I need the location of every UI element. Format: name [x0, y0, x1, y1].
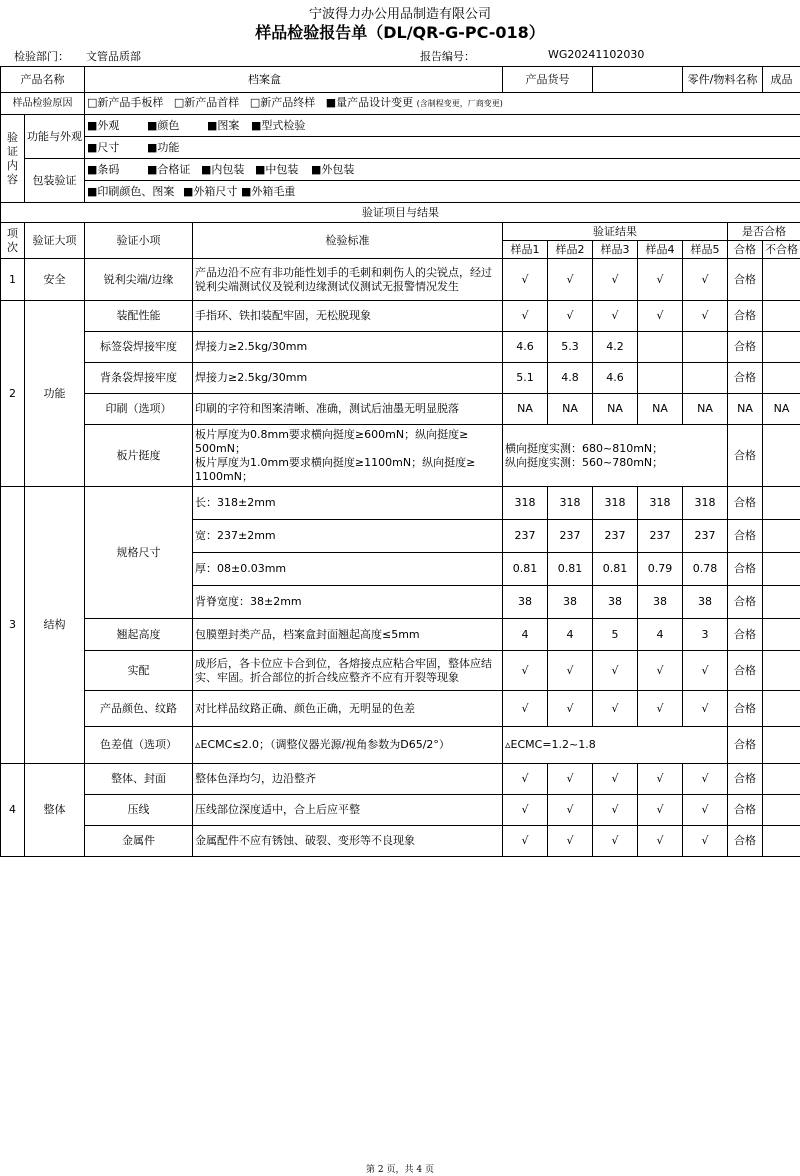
item-major: 功能	[25, 301, 85, 487]
item-seq: 4	[1, 764, 25, 857]
col-major: 验证大项	[25, 223, 85, 259]
sample-result: √	[548, 651, 593, 691]
standard-line: ▵ECMC≤2.0；（调整仪器光源/视角参数为D65/2°）	[195, 738, 450, 751]
sample-result: √	[593, 259, 638, 301]
sample-result: 4	[638, 619, 683, 651]
func-row-2	[85, 137, 800, 159]
merged-result	[503, 425, 728, 487]
fail-cell	[763, 520, 800, 553]
item-minor: 产品颜色、纹路	[85, 691, 193, 727]
sample-result: 4.2	[593, 332, 638, 363]
sample-result: √	[593, 651, 638, 691]
item-major: 结构	[25, 487, 85, 764]
fail-cell	[763, 363, 800, 394]
sample-result: √	[683, 691, 728, 727]
standard-line: 压线部位深度适中，合上后应平整	[195, 803, 360, 816]
reason-option: ■量产品设计变更	[325, 96, 414, 109]
item-standard	[193, 301, 503, 332]
sample-result: √	[683, 259, 728, 301]
fail-cell	[763, 586, 800, 619]
sample-result: 0.81	[503, 553, 548, 586]
sample-result: 237	[548, 520, 593, 553]
reason-option: □新产品首样	[173, 96, 240, 109]
merged-result-line: ▵ECMC=1.2~1.8	[505, 738, 596, 751]
sample-result: √	[593, 826, 638, 857]
verify-char: 内	[7, 158, 18, 172]
sample-result: 318	[683, 487, 728, 520]
item-minor: 金属件	[85, 826, 193, 857]
sample-result: √	[548, 826, 593, 857]
col-pass: 合格	[728, 241, 763, 259]
item-minor: 板片挺度	[85, 425, 193, 487]
table-row	[1, 764, 800, 795]
merged-result	[503, 727, 728, 764]
packaging-label: 包装验证	[25, 159, 85, 203]
fail-cell	[763, 727, 800, 764]
sample-result: 237	[503, 520, 548, 553]
sample-result: 0.78	[683, 553, 728, 586]
standard-line: 宽：237±2mm	[195, 529, 276, 542]
standard-line: 500mN；	[195, 441, 246, 455]
sample-result: √	[683, 764, 728, 795]
check-item: ■颜色	[147, 118, 180, 132]
fail-cell	[763, 425, 800, 487]
part-label: 零件/物料名称	[683, 67, 763, 93]
sample-result: 38	[593, 586, 638, 619]
sample-result	[638, 332, 683, 363]
item-standard	[193, 553, 503, 586]
standard-line: 板片厚度为1.0mm要求横向挺度≥1100mN；纵向挺度≥	[195, 455, 476, 469]
item-standard	[193, 764, 503, 795]
sample-result: 5	[593, 619, 638, 651]
check-item: ■尺寸	[87, 140, 120, 154]
item-seq: 3	[1, 487, 25, 764]
standard-line: 金属配件不应有锈蚀、破裂、变形等不良现象	[195, 834, 415, 847]
table-row	[1, 619, 800, 651]
pass-cell: 合格	[728, 301, 763, 332]
standard-line: 成形后，各卡位应卡合到位，各熔接点应粘合牢固，整体应结实、牢固。折合部位的折合线应整齐不应有开裂等现象	[195, 656, 492, 684]
sample-result: 38	[548, 586, 593, 619]
sample-result: √	[503, 259, 548, 301]
table-row	[1, 332, 800, 363]
results-title: 验证项目与结果	[1, 203, 800, 223]
sample-result: √	[548, 764, 593, 795]
col-result: 验证结果	[503, 223, 728, 241]
fail-cell	[763, 332, 800, 363]
page-footer: 第 2 页，共 4 页	[366, 1165, 434, 1175]
sample-result: 318	[638, 487, 683, 520]
standard-line: 背脊宽度：38±2mm	[195, 595, 302, 608]
pass-cell: 合格	[728, 727, 763, 764]
item-standard	[193, 586, 503, 619]
verify-char: 验	[7, 130, 18, 144]
pass-cell: 合格	[728, 332, 763, 363]
item-minor: 整体、封面	[85, 764, 193, 795]
check-item: ■印刷颜色、图案	[87, 184, 175, 198]
check-item: ■外包装	[311, 162, 355, 176]
item-minor: 色差值（选项）	[85, 727, 193, 764]
sample-result: √	[548, 301, 593, 332]
sample-result: 237	[683, 520, 728, 553]
func-appearance-label: 功能与外观	[25, 115, 85, 159]
sample-result: √	[638, 651, 683, 691]
product-name-label: 产品名称	[1, 67, 85, 93]
sample-result: 318	[548, 487, 593, 520]
sample-result: 237	[638, 520, 683, 553]
fail-cell	[763, 259, 800, 301]
sample-result: √	[503, 826, 548, 857]
col-sample: 样品2	[548, 241, 593, 259]
pass-cell: 合格	[728, 651, 763, 691]
sample-result: √	[683, 651, 728, 691]
standard-line: 1100mN；	[195, 469, 253, 483]
sample-result: √	[593, 764, 638, 795]
merged-result-line: 横向挺度实测：680~810mN；	[505, 441, 664, 455]
standard-line: 焊接力≥2.5kg/30mm	[195, 371, 308, 384]
sample-result: √	[548, 259, 593, 301]
sample-result: 38	[683, 586, 728, 619]
product-code-value	[593, 67, 683, 93]
pass-cell: 合格	[728, 487, 763, 520]
func-row-1	[85, 115, 800, 137]
report-title: 样品检验报告单（DL/QR-G-PC-018）	[255, 23, 545, 42]
item-major: 安全	[25, 259, 85, 301]
sample-result: 38	[503, 586, 548, 619]
pass-cell: 合格	[728, 520, 763, 553]
standard-line: 产品边沿不应有非功能性划手的毛刺和刺伤人的尖锐点，经过锐利尖端测试仪及锐利边缘测试仪测试无报警情况发生	[195, 265, 492, 293]
reason-option: □新产品手板样	[87, 96, 164, 109]
table-row	[1, 826, 800, 857]
standard-line: 对比样品纹路正确、颜色正确，无明显的色差	[195, 701, 415, 715]
col-sample: 样品5	[683, 241, 728, 259]
company-name: 宁波得力办公用品制造有限公司	[308, 7, 491, 22]
fail-cell	[763, 826, 800, 857]
sample-result: √	[638, 691, 683, 727]
sample-result: √	[548, 795, 593, 826]
sample-result: √	[503, 691, 548, 727]
sample-result: √	[638, 259, 683, 301]
fail-cell	[763, 764, 800, 795]
item-standard	[193, 651, 503, 691]
sample-result: 4	[548, 619, 593, 651]
col-seq: 项次	[1, 223, 25, 259]
sample-result: 5.1	[503, 363, 548, 394]
item-standard	[193, 826, 503, 857]
pass-cell: 合格	[728, 425, 763, 487]
reason-note: (含制程变更，厂商变更)	[416, 99, 503, 108]
table-row	[1, 795, 800, 826]
sample-result: 3	[683, 619, 728, 651]
sample-result: 4.8	[548, 363, 593, 394]
item-standard	[193, 363, 503, 394]
check-item: ■外观	[87, 118, 120, 132]
check-item: ■内包装	[201, 162, 245, 176]
item-standard	[193, 795, 503, 826]
sample-result: 0.79	[638, 553, 683, 586]
sample-result: 237	[593, 520, 638, 553]
item-standard	[193, 425, 503, 487]
sample-result: √	[548, 691, 593, 727]
col-qualified: 是否合格	[728, 223, 800, 241]
item-minor: 实配	[85, 651, 193, 691]
sample-result: √	[683, 301, 728, 332]
reason-label: 样品检验原因	[1, 93, 85, 115]
standard-line: 板片厚度为0.8mm要求横向挺度≥600mN；纵向挺度≥	[195, 427, 469, 441]
sample-result: √	[683, 795, 728, 826]
item-minor: 压线	[85, 795, 193, 826]
sample-result: √	[638, 795, 683, 826]
item-minor: 翘起高度	[85, 619, 193, 651]
pack-row-1	[85, 159, 800, 181]
fail-cell	[763, 619, 800, 651]
sample-result: √	[593, 795, 638, 826]
item-standard	[193, 487, 503, 520]
sample-result: NA	[503, 394, 548, 425]
fail-cell	[763, 553, 800, 586]
table-row	[1, 425, 800, 487]
dept-label: 检验部门：	[14, 50, 69, 63]
standard-line: 印刷的字符和图案清晰、准确，测试后油墨无明显脱落	[195, 402, 459, 415]
table-row	[1, 651, 800, 691]
sample-result: √	[503, 301, 548, 332]
standard-line: 手指环、铁扣装配牢固，无松脱现象	[195, 309, 371, 322]
inspection-table	[0, 66, 800, 857]
fail-cell	[763, 301, 800, 332]
sample-result: 4	[503, 619, 548, 651]
item-major: 整体	[25, 764, 85, 857]
pass-cell: NA	[728, 394, 763, 425]
sample-result: √	[593, 301, 638, 332]
reason-option: □新产品终样	[249, 96, 316, 109]
report-no-value: WG20241102030	[548, 48, 645, 61]
item-minor: 印刷（选项）	[85, 394, 193, 425]
sample-result: 38	[638, 586, 683, 619]
product-code-label: 产品货号	[503, 67, 593, 93]
fail-cell	[763, 795, 800, 826]
sample-result: NA	[638, 394, 683, 425]
sample-result: NA	[548, 394, 593, 425]
pass-cell: 合格	[728, 259, 763, 301]
sample-result: √	[638, 764, 683, 795]
pass-cell: 合格	[728, 691, 763, 727]
check-item: ■条码	[87, 162, 120, 176]
fail-cell	[763, 691, 800, 727]
sample-result	[683, 363, 728, 394]
pass-cell: 合格	[728, 363, 763, 394]
sample-result: 0.81	[548, 553, 593, 586]
check-item: ■中包装	[255, 162, 299, 176]
sample-result: 4.6	[593, 363, 638, 394]
item-standard	[193, 520, 503, 553]
item-standard	[193, 727, 503, 764]
table-row	[1, 301, 800, 332]
col-fail: 不合格	[763, 241, 800, 259]
item-minor: 标签袋焊接牢度	[85, 332, 193, 363]
sample-result: √	[638, 826, 683, 857]
standard-line: 厚：08±0.03mm	[195, 562, 287, 575]
col-sample: 样品1	[503, 241, 548, 259]
table-row	[1, 487, 800, 520]
pass-cell: 合格	[728, 764, 763, 795]
item-minor: 锐利尖端/边缘	[85, 259, 193, 301]
col-standard: 检验标准	[193, 223, 503, 259]
verify-content-label	[1, 115, 25, 203]
pass-cell: 合格	[728, 553, 763, 586]
dept-value: 文管品质部	[86, 50, 141, 63]
sample-result: NA	[683, 394, 728, 425]
col-sample: 样品3	[593, 241, 638, 259]
table-row	[1, 363, 800, 394]
check-item: ■图案	[207, 118, 240, 132]
product-name-value: 档案盒	[85, 67, 503, 93]
fail-cell: NA	[763, 394, 800, 425]
item-standard	[193, 691, 503, 727]
col-minor: 验证小项	[85, 223, 193, 259]
reason-cell	[85, 93, 800, 115]
sample-result: √	[503, 764, 548, 795]
check-item: ■功能	[147, 140, 180, 154]
sample-result: NA	[593, 394, 638, 425]
fail-cell	[763, 487, 800, 520]
table-row	[1, 259, 800, 301]
sample-result: 318	[503, 487, 548, 520]
sample-result: 318	[593, 487, 638, 520]
item-standard	[193, 394, 503, 425]
item-standard	[193, 259, 503, 301]
report-no-label: 报告编号：	[420, 50, 475, 63]
col-sample: 样品4	[638, 241, 683, 259]
verify-char: 证	[7, 144, 18, 158]
standard-line: 整体色泽均匀，边沿整齐	[195, 772, 316, 785]
table-row	[1, 691, 800, 727]
sample-result: √	[593, 691, 638, 727]
item-standard	[193, 332, 503, 363]
check-item: ■型式检验	[251, 118, 306, 132]
check-item: ■外箱尺寸	[183, 184, 238, 198]
sample-result: 5.3	[548, 332, 593, 363]
sample-result: √	[683, 826, 728, 857]
pack-row-2	[85, 181, 800, 203]
table-row	[1, 394, 800, 425]
pass-cell: 合格	[728, 795, 763, 826]
check-item: ■外箱毛重	[241, 184, 296, 198]
pass-cell: 合格	[728, 826, 763, 857]
standard-line: 长：318±2mm	[195, 496, 276, 509]
item-seq: 1	[1, 259, 25, 301]
sample-result: 0.81	[593, 553, 638, 586]
part-value: 成品	[763, 67, 800, 93]
item-minor: 规格尺寸	[85, 487, 193, 619]
sample-result: 4.6	[503, 332, 548, 363]
item-minor: 装配性能	[85, 301, 193, 332]
standard-line: 包膜塑封类产品，档案盒封面翘起高度≤5mm	[195, 627, 420, 641]
sample-result: √	[503, 795, 548, 826]
sample-result	[683, 332, 728, 363]
standard-line: 焊接力≥2.5kg/30mm	[195, 340, 308, 353]
sample-result: √	[638, 301, 683, 332]
check-item: ■合格证	[147, 162, 191, 176]
verify-char: 容	[7, 172, 18, 186]
item-seq: 2	[1, 301, 25, 487]
merged-result-line: 纵向挺度实测：560~780mN；	[505, 455, 664, 469]
fail-cell	[763, 651, 800, 691]
table-row	[1, 727, 800, 764]
sample-result: √	[503, 651, 548, 691]
item-minor: 背条袋焊接牢度	[85, 363, 193, 394]
sample-result	[638, 363, 683, 394]
pass-cell: 合格	[728, 586, 763, 619]
pass-cell: 合格	[728, 619, 763, 651]
item-standard	[193, 619, 503, 651]
